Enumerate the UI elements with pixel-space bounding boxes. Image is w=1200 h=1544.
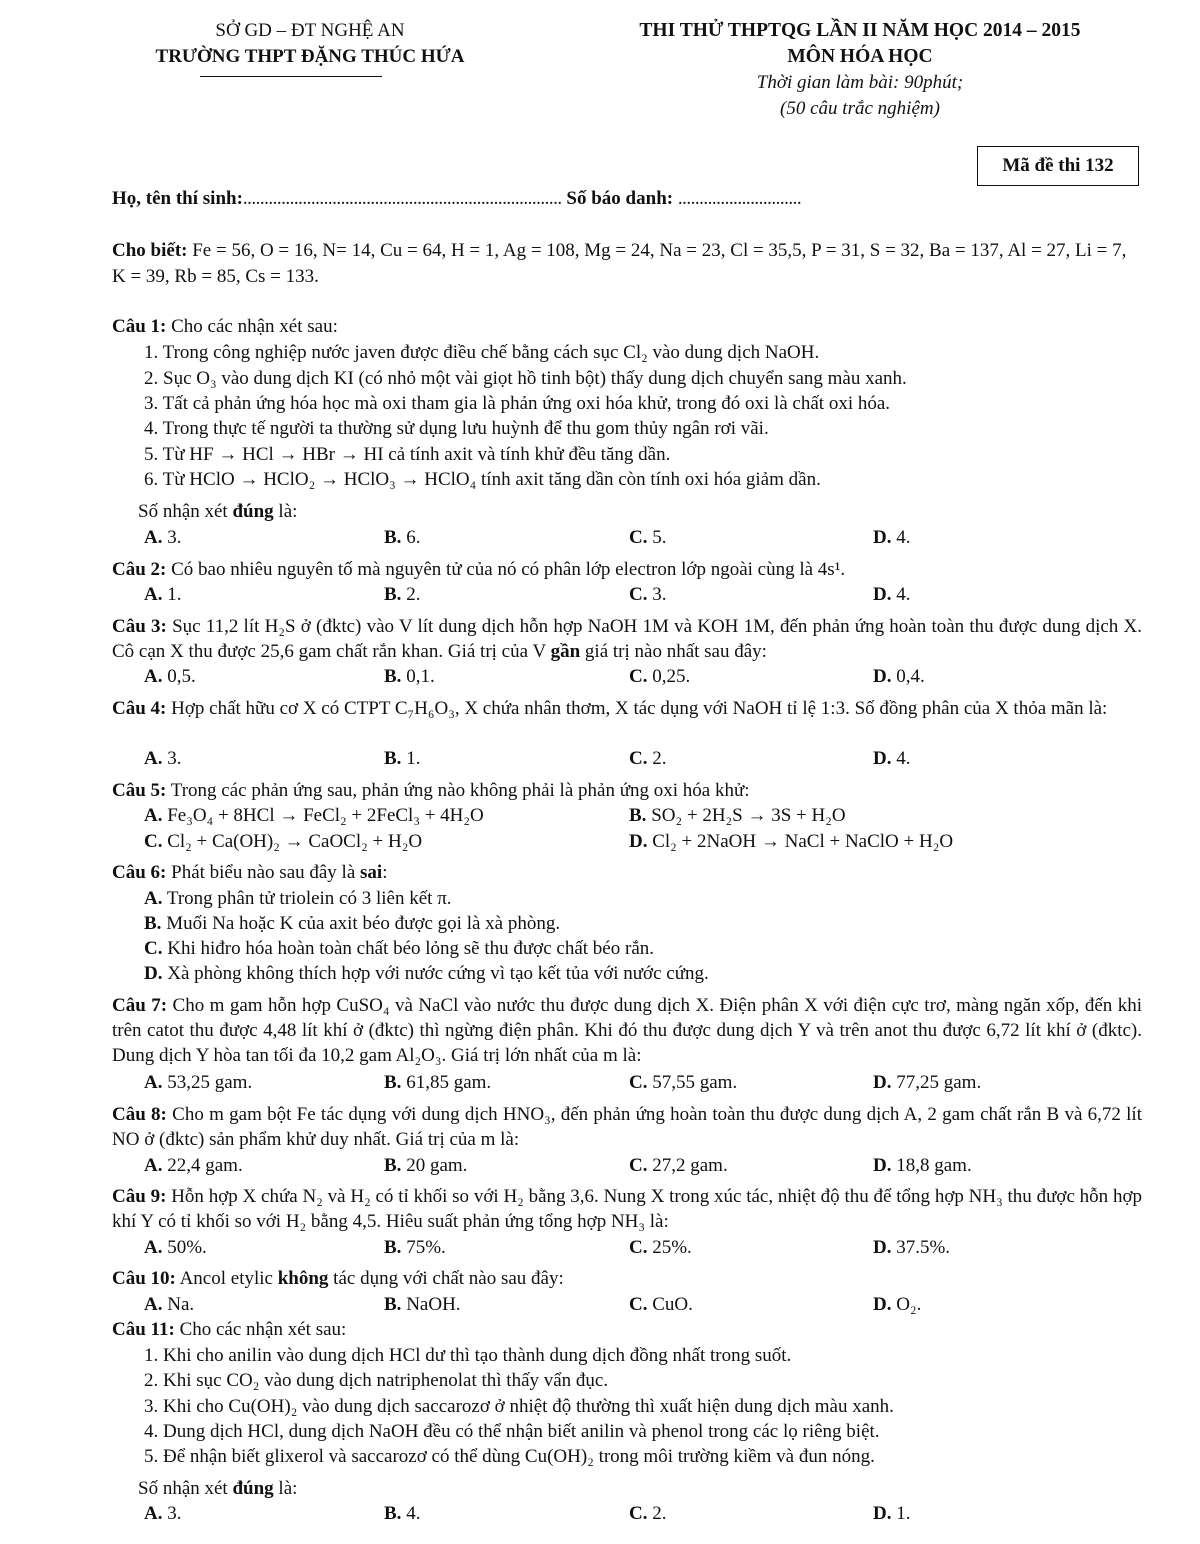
option-c[interactable] [629, 1070, 737, 1095]
option-b[interactable] [384, 582, 420, 607]
option-a[interactable] [144, 525, 181, 550]
ask-text: Số nhận xét [138, 501, 233, 522]
question-head: Câu 10: [112, 1268, 176, 1289]
option-key: D. [873, 527, 892, 548]
option-text: 77,25 gam. [896, 1072, 982, 1093]
given-constants [112, 238, 1142, 290]
question-text: tác dụng với chất nào sau đây: [328, 1268, 564, 1289]
question-4 [112, 696, 1142, 721]
option-key: A. [144, 1503, 163, 1524]
option-text: 4. [896, 527, 911, 548]
question-emphasis: sai [360, 862, 383, 883]
option-text: 6. [406, 527, 421, 548]
option-key: B. [384, 1503, 402, 1524]
option-key: C. [629, 1294, 648, 1315]
option-text: 18,8 gam. [896, 1155, 972, 1176]
option-text: 37.5%. [896, 1237, 951, 1258]
option-key: D. [873, 1503, 892, 1524]
option-text: Na. [167, 1294, 195, 1315]
statement: 1. Khi cho anilin vào dung dịch HCl dư thì tạo thành dung dịch đồng nhất trong suốt. [144, 1345, 792, 1366]
question-text: Hỗn hợp X chứa N₂ và H₂ có tỉ khối so với H₂ bằng 3,6. Nung X trong xúc tác, nhiệt độ thu để tổng hợp NH₃ thu được hỗn hợp khí Y có tỉ khối so với H₂ bằng 4,5. Hiêu suất phản ứng tổng hợp NH₃ là: [112, 1186, 1142, 1232]
ask-text: là: [273, 501, 298, 522]
option-text: 25%. [652, 1237, 692, 1258]
question-head: Câu 5: [112, 780, 167, 801]
option-key: D. [873, 1155, 892, 1176]
option-text: Cl₂ + Ca(OH)₂ → CaOCl₂ + H₂O [167, 831, 423, 852]
question-7 [112, 993, 1142, 1068]
option-text: 0,1. [406, 666, 435, 687]
option-key: B. [384, 748, 402, 769]
question-11 [112, 1317, 1142, 1342]
option-c[interactable] [629, 1153, 728, 1178]
option-text: 50%. [167, 1237, 207, 1258]
option-text: SO₂ + 2H₂S → 3S + H₂O [651, 805, 846, 826]
option-text: 4. [896, 584, 911, 605]
option-text: 0,5. [167, 666, 196, 687]
option-c[interactable] [629, 582, 666, 607]
question-count: (50 câu trắc nghiệm) [780, 98, 940, 119]
question-emphasis: gần [550, 641, 581, 662]
option-text: Muối Na hoặc K của axit béo được gọi là xà phòng. [166, 913, 561, 934]
statement: 6. Từ HClO → HClO₂ → HClO₃ → HClO₄ tính axit tăng dần còn tính oxi hóa giảm dần. [144, 469, 821, 490]
question-text: : [382, 862, 388, 883]
option-text: 75%. [406, 1237, 446, 1258]
question-text: Cho các nhận xét sau: [171, 316, 338, 337]
option-text: 22,4 gam. [167, 1155, 243, 1176]
statement: 1. Trong công nghiệp nước javen được điều chế bằng cách sục Cl₂ vào dung dịch NaOH. [144, 342, 820, 363]
ask-text: là: [273, 1478, 298, 1499]
header-right [560, 18, 1160, 122]
school-name: TRƯỜNG THPT ĐẶNG THÚC HỨA [155, 46, 465, 67]
option-key: B. [384, 666, 402, 687]
option-key: C. [629, 1072, 648, 1093]
statement: 4. Dung dịch HCl, dung dịch NaOH đều có thể nhận biết anilin và phenol trong các lọ riêng biệt. [144, 1421, 880, 1442]
option-c[interactable] [629, 1501, 666, 1526]
question-head: Câu 9: [112, 1186, 167, 1207]
option-text: 3. [167, 527, 182, 548]
option-d[interactable] [873, 1235, 950, 1260]
question-10 [112, 1266, 1142, 1291]
option-key: A. [144, 805, 163, 826]
option-d[interactable] [873, 525, 910, 550]
option-a[interactable] [144, 1070, 252, 1095]
option-key: C. [629, 527, 648, 548]
question-text: Cho m gam hỗn hợp CuSO₄ và NaCl vào nước thu được dung dịch X. Điện phân X với điện cực trơ, màng ngăn xốp, đến khi trên catot thu được 4,48 lít khí ở (đktc) thì ngừng điện phân. Khi đó thu được dung dịch Y và trên anot thu được 6,72 lít khí ở (đktc). Dung dịch Y hòa tan tối đa 10,2 gam Al₂O₃. Giá trị lớn nhất của m là: [112, 995, 1143, 1066]
statement: 5. Từ HF → HCl → HBr → HI cả tính axit và tính khử đều tăng dần. [144, 444, 671, 465]
option-text: 2. [652, 1503, 667, 1524]
question-9 [112, 1184, 1142, 1234]
option-a[interactable] [144, 1153, 243, 1178]
option-key: A. [144, 666, 163, 687]
candidate-id-label: Số báo danh: [566, 188, 674, 209]
statement: 3. Khi cho Cu(OH)₂ vào dung dịch saccarozơ ở nhiệt độ thường thì xuất hiện dung dịch màu xanh. [144, 1396, 894, 1417]
option-b[interactable] [629, 803, 846, 828]
option-b[interactable] [384, 1501, 420, 1526]
option-key: C. [629, 1237, 648, 1258]
option-b[interactable] [384, 664, 435, 689]
option-a[interactable] [144, 1501, 181, 1526]
option-text: 1. [406, 748, 421, 769]
exam-code-box: Mã đề thi 132 [977, 146, 1139, 186]
option-key: B. [384, 1155, 402, 1176]
option-key: D. [629, 831, 648, 852]
option-d[interactable] [873, 1070, 981, 1095]
option-d[interactable] [629, 829, 953, 854]
option-key: B. [384, 527, 402, 548]
header-divider [200, 76, 382, 77]
question-text: Ancol etylic [179, 1268, 278, 1289]
option-key: A. [144, 1155, 163, 1176]
header-left [110, 18, 510, 70]
option-c[interactable] [144, 829, 422, 854]
option-key: A. [144, 748, 163, 769]
option-key: C. [629, 1155, 648, 1176]
candidate-id-field[interactable]: ............................. [677, 188, 802, 209]
option-key: D. [873, 1294, 892, 1315]
question-head: Câu 7: [112, 995, 168, 1016]
option-a[interactable] [144, 746, 181, 771]
department-name: SỞ GD – ĐT NGHỆ AN [215, 20, 405, 41]
question-6 [112, 860, 1142, 885]
option-key: C. [144, 831, 163, 852]
option-text: 3. [167, 1503, 182, 1524]
option-text: 20 gam. [406, 1155, 468, 1176]
ask-text: Số nhận xét [138, 1478, 233, 1499]
question-ask [138, 499, 297, 524]
question-head: Câu 2: [112, 559, 167, 580]
option-text: NaOH. [406, 1294, 461, 1315]
option-key: D. [873, 1072, 892, 1093]
option-text: 4. [896, 748, 911, 769]
statement: 5. Để nhận biết glixerol và saccarozơ có thể dùng Cu(OH)₂ trong môi trường kiềm và đun nóng. [144, 1446, 875, 1467]
option-d[interactable] [144, 961, 709, 986]
option-d[interactable] [873, 746, 910, 771]
question-text: Sục 11,2 lít H₂S ở (đktc) vào V lít dung dịch hỗn hợp NaOH 1M và KOH 1M, đến phản ứng hoàn toàn thu được dung dịch X. Cô cạn X thu được 25,6 gam chất rắn khan. Giá trị của V [112, 616, 1142, 662]
option-key: C. [629, 748, 648, 769]
option-key: B. [384, 1237, 402, 1258]
option-b[interactable] [384, 525, 420, 550]
option-c[interactable] [629, 1235, 692, 1260]
exam-time: Thời gian làm bài: 90phút; [756, 72, 964, 93]
option-text: Khi hiđro hóa hoàn toàn chất béo lỏng sẽ thu được chất béo rắn. [167, 938, 654, 959]
question-head: Câu 4: [112, 698, 167, 719]
option-text: Cl₂ + 2NaOH → NaCl + NaClO + H₂O [652, 831, 954, 852]
option-text: 2. [652, 748, 667, 769]
option-key: D. [873, 584, 892, 605]
option-text: Fe₃O₄ + 8HCl → FeCl₂ + 2FeCl₃ + 4H₂O [167, 805, 484, 826]
question-text: Cho các nhận xét sau: [179, 1319, 347, 1340]
option-key: D. [144, 963, 163, 984]
option-key: D. [873, 1237, 892, 1258]
option-key: A. [144, 1294, 163, 1315]
option-a[interactable] [144, 1235, 207, 1260]
question-1 [112, 314, 1142, 339]
question-text: Có bao nhiêu nguyên tố mà nguyên tử của nó có phân lớp electron lớp ngoài cùng là 4s¹. [171, 559, 846, 580]
option-key: A. [144, 584, 163, 605]
question-emphasis: không [277, 1268, 329, 1289]
option-c[interactable] [629, 1292, 693, 1317]
option-d[interactable] [873, 582, 910, 607]
option-text: 27,2 gam. [652, 1155, 728, 1176]
option-text: 0,25. [652, 666, 691, 687]
question-3 [112, 614, 1142, 664]
option-key: B. [144, 913, 162, 934]
question-head: Câu 8: [112, 1104, 167, 1125]
option-a[interactable] [144, 886, 452, 911]
option-d[interactable] [873, 1501, 910, 1526]
question-text: Hợp chất hữu cơ X có CTPT C₇H₆O₃, X chứa nhân thơm, X tác dụng với NaOH tỉ lệ 1:3. Số đồng phân của X thỏa mãn là: [171, 698, 1108, 719]
option-b[interactable] [144, 911, 560, 936]
candidate-line [112, 188, 801, 210]
question-text: Trong các phản ứng sau, phản ứng nào không phải là phản ứng oxi hóa khử: [170, 780, 750, 801]
option-text: 61,85 gam. [406, 1072, 492, 1093]
option-b[interactable] [384, 746, 420, 771]
ask-emphasis: đúng [232, 1478, 274, 1499]
exam-title: THI THỬ THPTQG LẦN II NĂM HỌC 2014 – 2015 [639, 20, 1081, 41]
option-text: O₂. [896, 1294, 922, 1315]
statement: 2. Sục O₃ vào dung dịch KI (có nhỏ một vài giọt hồ tinh bột) thấy dung dịch chuyển sang màu xanh. [144, 368, 907, 389]
question-head: Câu 1: [112, 316, 167, 337]
option-b[interactable] [384, 1292, 461, 1317]
option-text: 53,25 gam. [167, 1072, 253, 1093]
option-text: 3. [652, 584, 667, 605]
option-key: B. [629, 805, 647, 826]
option-d[interactable] [873, 1292, 921, 1317]
option-text: 57,55 gam. [652, 1072, 738, 1093]
option-key: A. [144, 1072, 163, 1093]
option-b[interactable] [384, 1153, 467, 1178]
option-key: B. [384, 584, 402, 605]
option-c[interactable] [629, 664, 690, 689]
option-key: C. [144, 938, 163, 959]
option-d[interactable] [873, 664, 925, 689]
option-key: A. [144, 527, 163, 548]
question-text: Phát biểu nào sau đây là [171, 862, 361, 883]
option-b[interactable] [384, 1070, 491, 1095]
option-text: Trong phân tử triolein có 3 liên kết π. [166, 888, 452, 909]
option-key: A. [144, 888, 163, 909]
statement: 3. Tất cả phản ứng hóa học mà oxi tham gia là phản ứng oxi hóa khử, trong đó oxi là chất oxi hóa. [144, 393, 891, 414]
option-text: 5. [652, 527, 667, 548]
option-key: C. [629, 584, 648, 605]
option-c[interactable] [144, 936, 654, 961]
given-text: Fe = 56, O = 16, N= 14, Cu = 64, H = 1, Ag = 108, Mg = 24, Na = 23, Cl = 35,5, P = 31, S = 32, Ba = 137, Al = 27, Li = 7, K = 39, Rb = 85, Cs = 133. [112, 240, 1127, 287]
option-d[interactable] [873, 1153, 972, 1178]
option-text: Xà phòng không thích hợp với nước cứng vì tạo kết tủa với nước cứng. [167, 963, 709, 984]
option-text: 1. [896, 1503, 911, 1524]
option-text: 3. [167, 748, 182, 769]
option-key: B. [384, 1072, 402, 1093]
question-head: Câu 3: [112, 616, 167, 637]
question-8 [112, 1102, 1142, 1152]
option-a[interactable] [144, 664, 196, 689]
question-5 [112, 778, 1142, 803]
question-text: giá trị nào nhất sau đây: [580, 641, 767, 662]
option-b[interactable] [384, 1235, 446, 1260]
option-key: D. [873, 748, 892, 769]
subject-title: MÔN HÓA HỌC [787, 46, 933, 67]
option-text: 0,4. [896, 666, 925, 687]
statement: 4. Trong thực tế người ta thường sử dụng lưu huỳnh để thu gom thủy ngân rơi vãi. [144, 418, 769, 439]
statement: 2. Khi sục CO₂ vào dung dịch natriphenolat thì thấy vẩn đục. [144, 1370, 609, 1391]
question-ask [138, 1476, 297, 1501]
ask-emphasis: đúng [232, 501, 274, 522]
option-text: 2. [406, 584, 421, 605]
question-2 [112, 557, 1142, 582]
given-label: Cho biết: [112, 240, 188, 261]
option-a[interactable] [144, 1292, 194, 1317]
option-a[interactable] [144, 582, 181, 607]
candidate-name-label: Họ, tên thí sinh: [112, 188, 243, 209]
option-text: CuO. [652, 1294, 693, 1315]
option-key: C. [629, 1503, 648, 1524]
option-c[interactable] [629, 746, 666, 771]
option-key: D. [873, 666, 892, 687]
option-key: A. [144, 1237, 163, 1258]
candidate-name-field[interactable]: ........................................................................... [242, 188, 562, 209]
option-a[interactable] [144, 803, 484, 828]
question-head: Câu 6: [112, 862, 167, 883]
option-c[interactable] [629, 525, 666, 550]
option-key: C. [629, 666, 648, 687]
option-text: 1. [167, 584, 182, 605]
question-head: Câu 11: [112, 1319, 175, 1340]
question-text: Cho m gam bột Fe tác dụng với dung dịch HNO₃, đến phản ứng hoàn toàn thu được dung dịch A, 2 gam chất rắn B và 6,72 lít NO ở (đktc) sản phẩm khử duy nhất. Giá trị của m là: [112, 1104, 1142, 1150]
option-key: B. [384, 1294, 402, 1315]
option-text: 4. [406, 1503, 421, 1524]
